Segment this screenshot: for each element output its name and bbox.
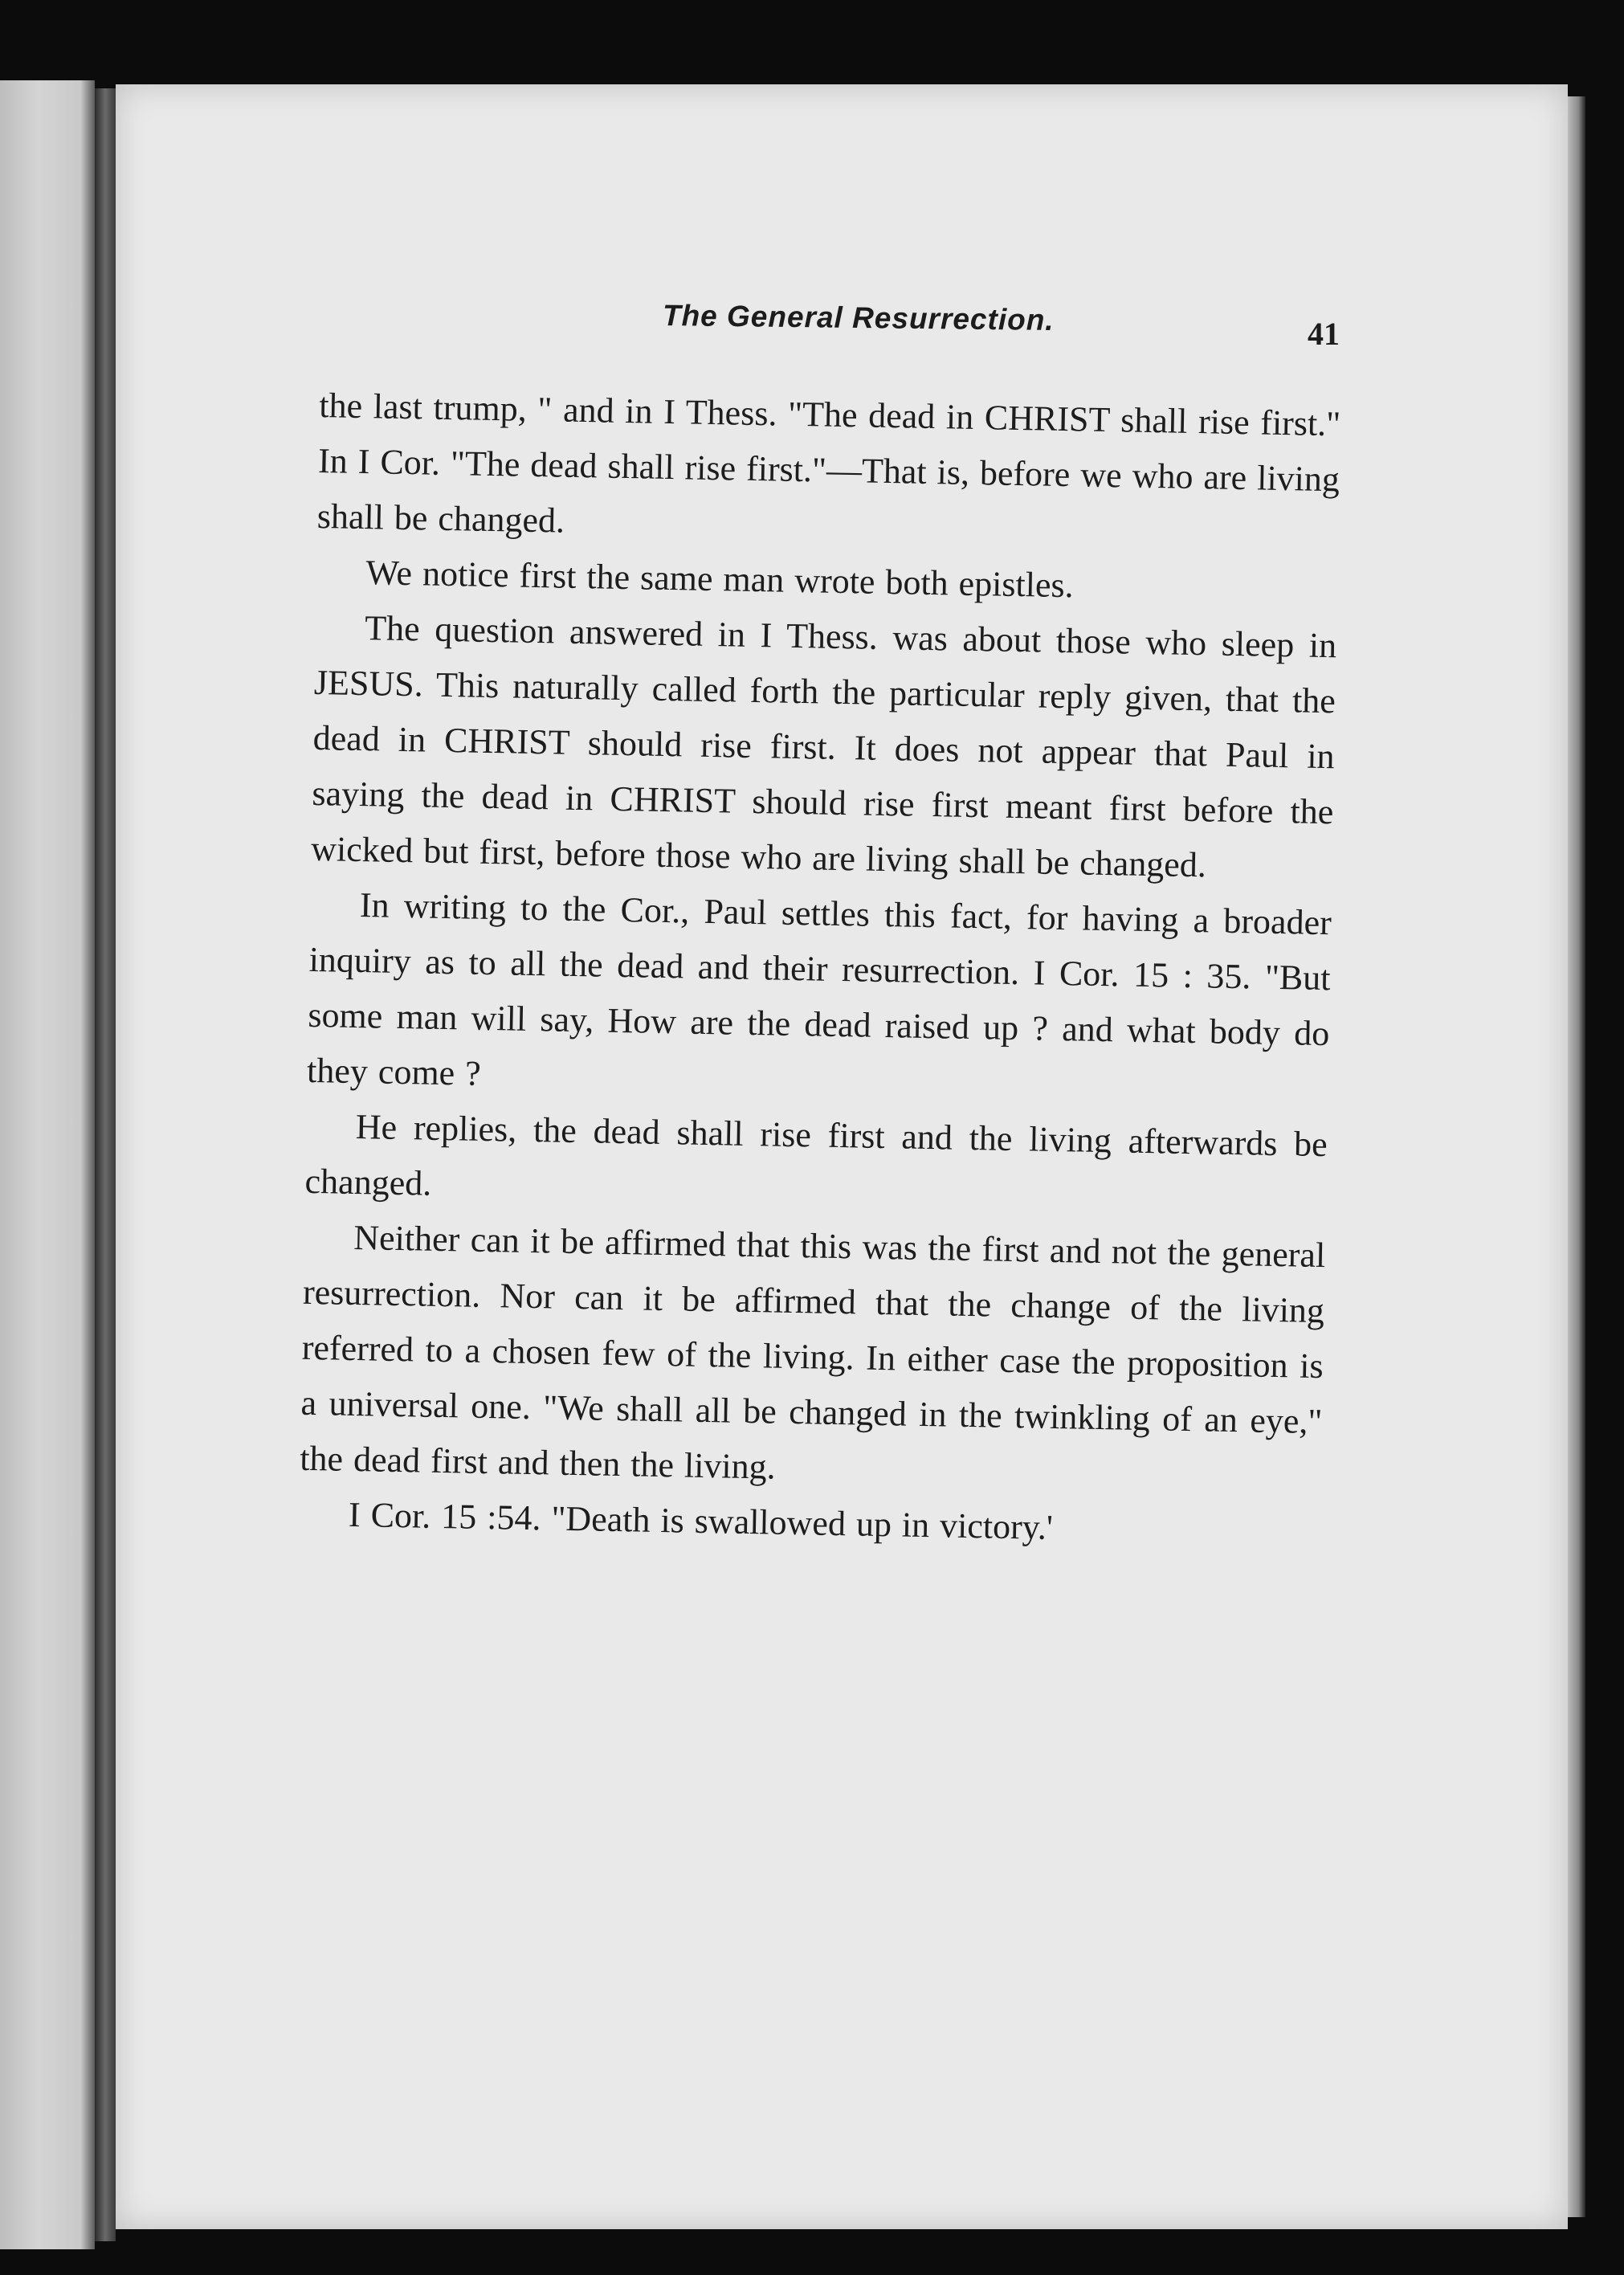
body-text bbox=[298, 378, 1340, 1560]
paragraph: Neither can it be affirmed that this was the first and not the general resurrection. Nor can it be affirmed that the change of the living referred to a chosen few of the living. In either case the proposition is a universal one. "We shall all be changed in the twinkling of an eye," the dead first and then the living. bbox=[299, 1217, 1326, 1487]
paragraph: I Cor. 15 :54. "Death is swallowed up in victory.' bbox=[348, 1494, 1054, 1547]
paragraph: The question answered in I Thess. was about those who sleep in JESUS. This naturally called forth the particular reply given, that the dead in CHRIST should rise first. It does not appear that Paul in saying the dead in CHRIST should rise first meant first before the wicked but first, before those who are living shall be changed. bbox=[310, 608, 1337, 885]
paragraph: We notice first the same man wrote both epistles. bbox=[365, 553, 1075, 606]
running-head: The General Resurrection. bbox=[662, 299, 1055, 337]
page-fore-edge bbox=[1568, 96, 1585, 2217]
facing-page-edge bbox=[0, 80, 95, 2249]
paragraph: He replies, the dead shall rise first and the living afterwards be changed. bbox=[304, 1106, 1328, 1203]
paragraph: In writing to the Cor., Paul settles this fact, for having a broader inquiry as to all the dead and their resurrection. I Cor. 15 : 35. "But some man will say, How are the dead raised up ? and what body do they come ? bbox=[306, 885, 1332, 1093]
book-spine-gutter bbox=[95, 88, 116, 2241]
paragraph: the last trump, " and in I Thess. "The dead in CHRIST shall rise first." In I Cor. "The dead shall rise first."—That is, before we who are living shall be changed. bbox=[316, 385, 1341, 541]
page-number: 41 bbox=[1308, 316, 1340, 352]
